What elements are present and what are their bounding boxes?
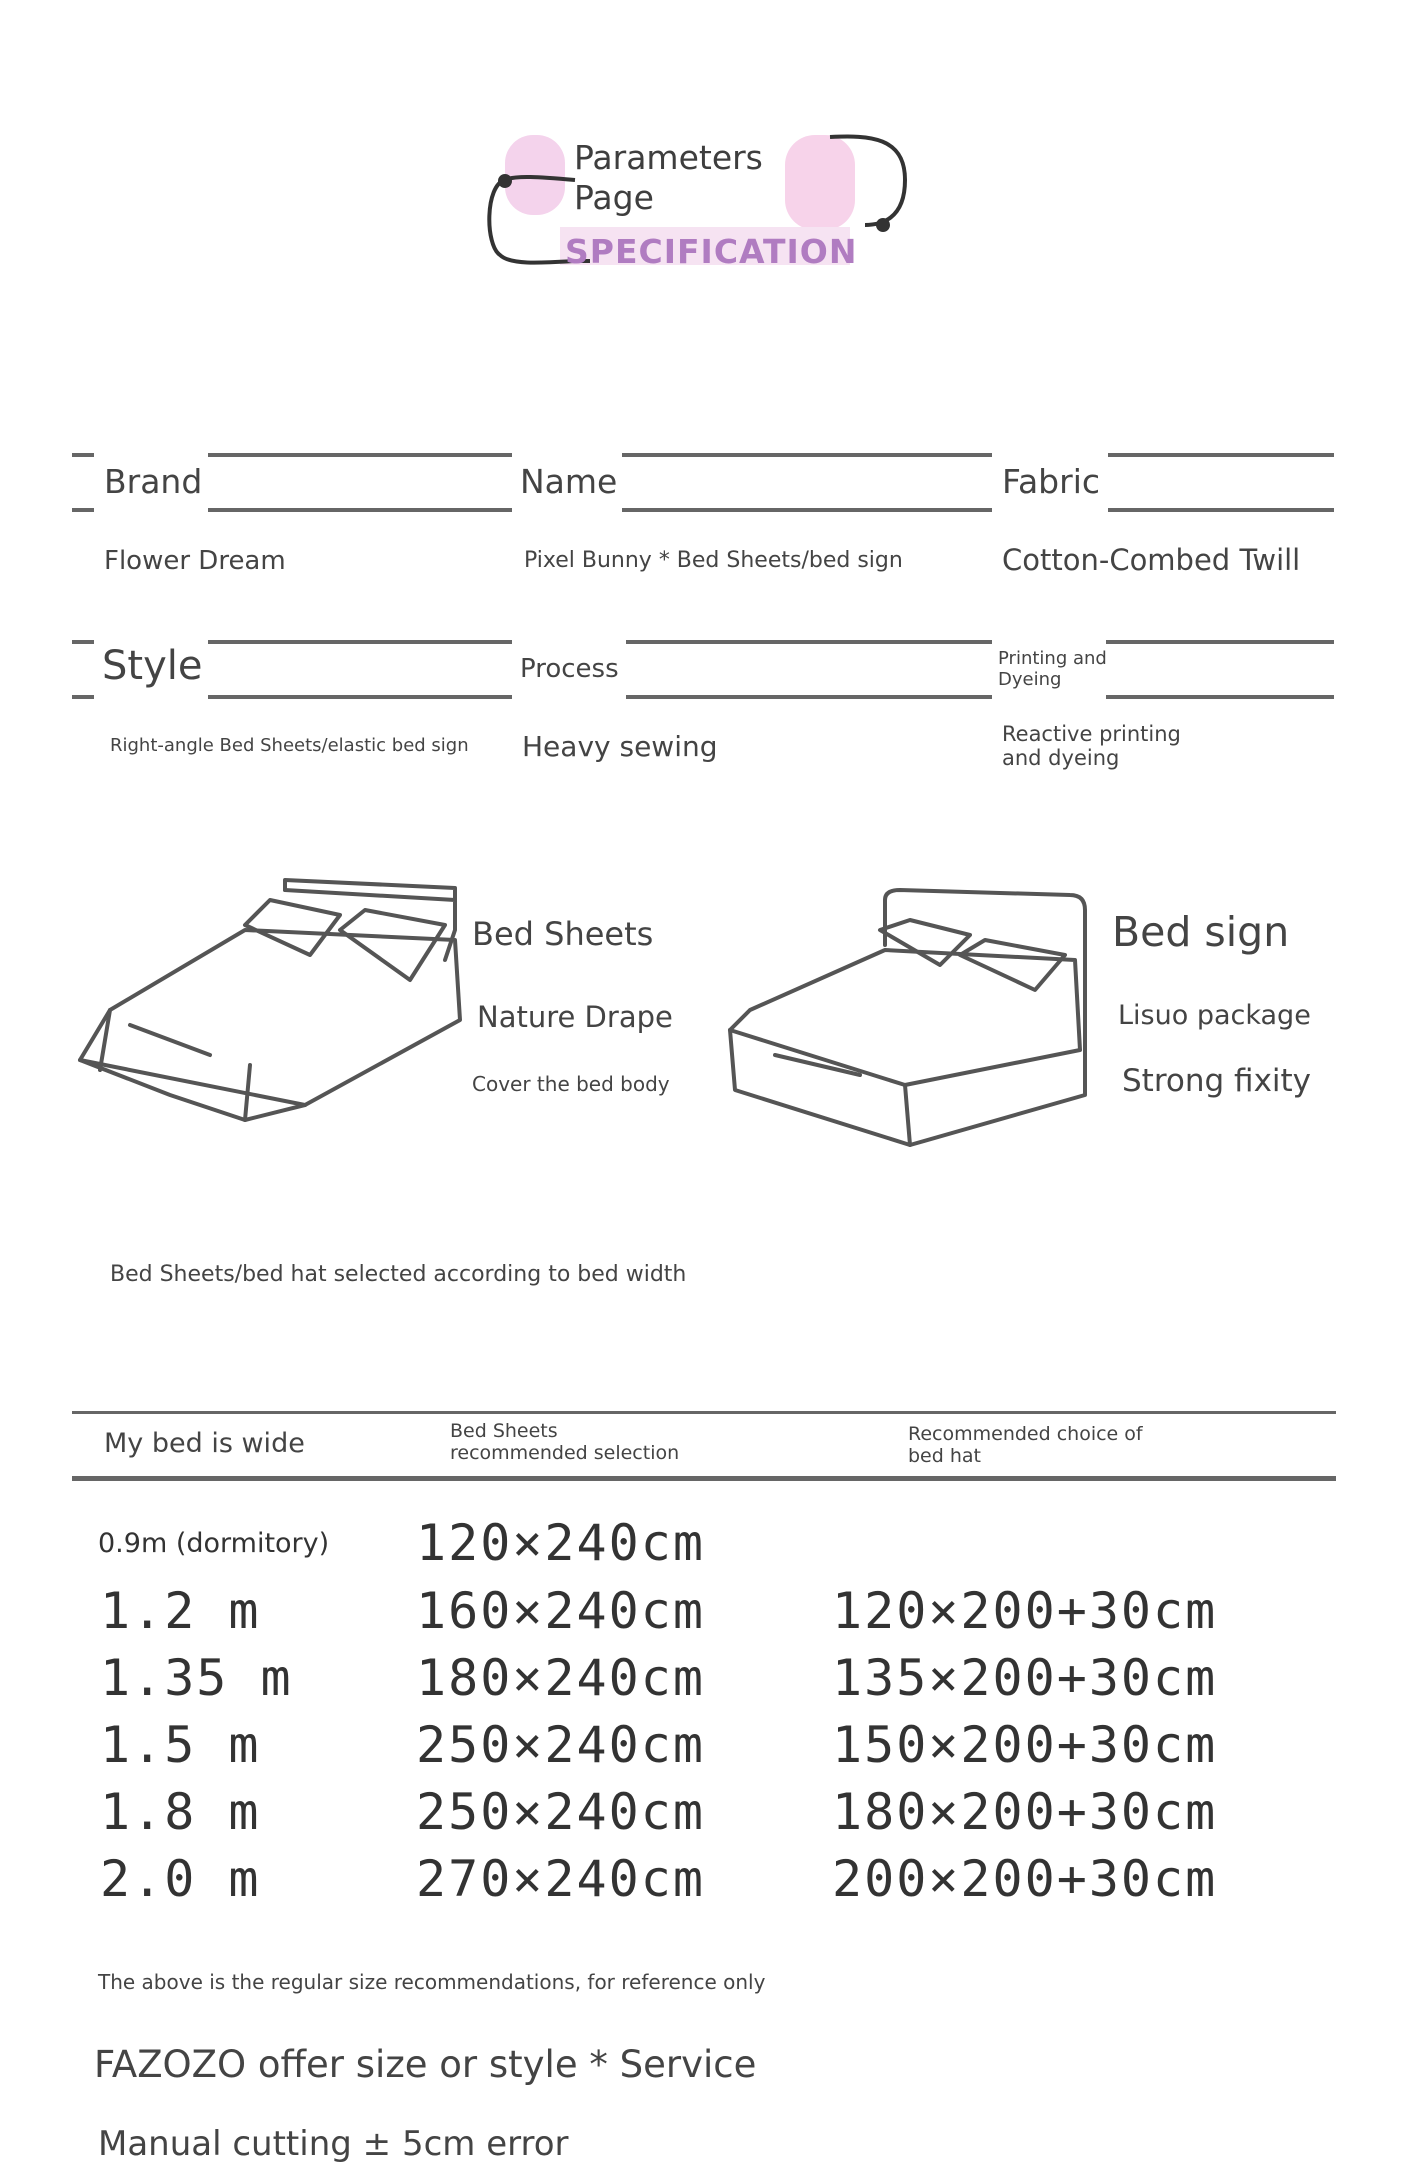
service-line1: FAZOZO offer size or style * Service xyxy=(94,2043,757,2086)
bed-sheets-illustration xyxy=(70,870,470,1150)
selection-note: Bed Sheets/bed hat selected according to bed width xyxy=(110,1262,687,1287)
bed-sign-title: Bed sign xyxy=(1112,908,1290,956)
table-row-sheet: 270×240cm xyxy=(416,1850,705,1908)
brand-value: Flower Dream xyxy=(104,546,286,576)
table-row-bed: 2.0 m xyxy=(100,1850,261,1908)
divider xyxy=(1106,640,1334,644)
header-hat-rec: Recommended choice of bed hat xyxy=(908,1423,1143,1467)
table-top-line xyxy=(72,1411,1336,1414)
table-header-line xyxy=(72,1476,1336,1481)
divider xyxy=(622,453,992,457)
table-row-hat: 120×200+30cm xyxy=(832,1582,1218,1640)
table-row-bed: 1.2 m xyxy=(100,1582,261,1640)
divider xyxy=(622,508,992,512)
divider xyxy=(1106,695,1334,699)
table-row-hat: 200×200+30cm xyxy=(832,1850,1218,1908)
table-row-hat: 135×200+30cm xyxy=(832,1649,1218,1707)
page-title: Parameters Page xyxy=(574,138,763,217)
bed-sheets-line2: Cover the bed body xyxy=(472,1072,670,1096)
divider xyxy=(72,695,94,699)
table-row-bed: 0.9m (dormitory) xyxy=(98,1528,330,1559)
name-value: Pixel Bunny * Bed Sheets/bed sign xyxy=(524,548,903,573)
divider xyxy=(208,695,512,699)
fabric-label: Fabric xyxy=(1002,462,1101,501)
divider xyxy=(626,695,992,699)
printing-value: Reactive printing and dyeing xyxy=(1002,722,1181,770)
table-row-sheet: 250×240cm xyxy=(416,1783,705,1841)
table-row-sheet: 160×240cm xyxy=(416,1582,705,1640)
process-label: Process xyxy=(520,654,619,684)
table-row-hat: 150×200+30cm xyxy=(832,1716,1218,1774)
divider xyxy=(72,640,94,644)
divider xyxy=(72,453,94,457)
bed-sign-line1: Lisuo package xyxy=(1118,1000,1311,1031)
bed-sign-line2: Strong fixity xyxy=(1122,1063,1312,1099)
table-row-hat: 180×200+30cm xyxy=(832,1783,1218,1841)
name-label: Name xyxy=(520,462,618,501)
service-line2: Manual cutting ± 5cm error xyxy=(98,2124,569,2164)
style-label: Style xyxy=(102,643,203,689)
header-bed-width: My bed is wide xyxy=(104,1428,305,1459)
table-row-bed: 1.8 m xyxy=(100,1783,261,1841)
divider xyxy=(626,640,992,644)
divider xyxy=(208,508,512,512)
divider xyxy=(1108,453,1334,457)
fabric-value: Cotton-Combed Twill xyxy=(1002,543,1301,577)
table-row-sheet: 250×240cm xyxy=(416,1716,705,1774)
printing-label: Printing and Dyeing xyxy=(998,648,1107,690)
style-value: Right-angle Bed Sheets/elastic bed sign xyxy=(110,735,469,756)
header-sheet-rec: Bed Sheets recommended selection xyxy=(450,1420,680,1464)
table-row-sheet: 180×240cm xyxy=(416,1649,705,1707)
divider xyxy=(208,640,512,644)
bed-sign-illustration xyxy=(720,880,1100,1150)
brand-label: Brand xyxy=(104,462,203,501)
divider xyxy=(1108,508,1334,512)
table-footnote: The above is the regular size recommendations, for reference only xyxy=(98,1970,766,1994)
table-row-bed: 1.35 m xyxy=(100,1649,293,1707)
divider xyxy=(208,453,512,457)
table-row-sheet: 120×240cm xyxy=(416,1514,705,1572)
bed-sheets-line1: Nature Drape xyxy=(477,1000,673,1034)
divider xyxy=(72,508,94,512)
table-row-bed: 1.5 m xyxy=(100,1716,261,1774)
bed-sheets-title: Bed Sheets xyxy=(472,915,654,953)
page-subtitle: SPECIFICATION xyxy=(565,232,858,271)
process-value: Heavy sewing xyxy=(522,730,718,763)
